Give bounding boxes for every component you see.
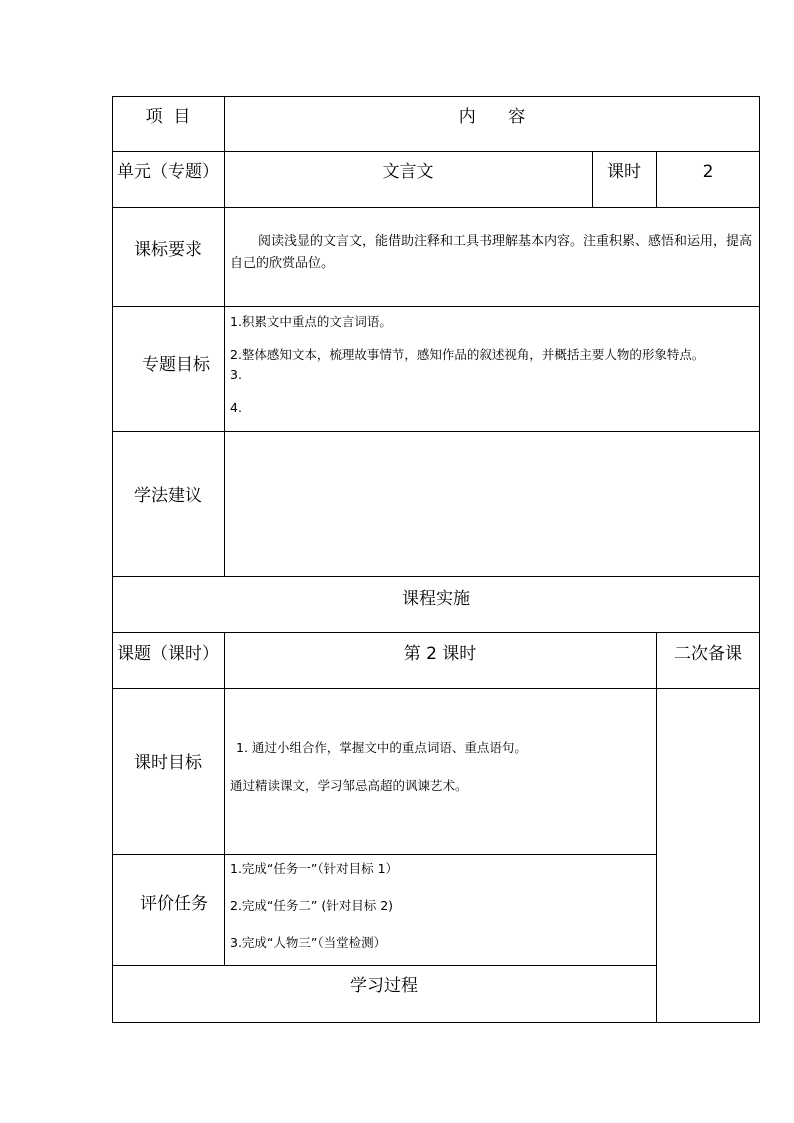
lesson-goals-label: 课时目标 [134, 753, 202, 773]
lesson-value: 第 2 课时 [403, 644, 477, 664]
unit-label: 单元（专题） [117, 162, 219, 182]
evaluation-item: 2.完成“任务二” (针对目标 2) [230, 898, 394, 913]
method-label: 学法建议 [134, 486, 202, 506]
standard-text: 阅读浅显的文言文，能借助注释和工具书理解基本内容。注重积累、感悟和运用，提高自己的欣赏品位。 [230, 234, 753, 271]
process-title: 学习过程 [350, 976, 418, 996]
hours-value: 2 [702, 162, 714, 182]
hours-label: 课时 [607, 162, 641, 182]
topic-goal-item: 2.整体感知文本，梳理故事情节，感知作品的叙述视角，并概括主要人物的形象特点。 [230, 347, 705, 362]
evaluation-item: 3.完成“人物三”（当堂检测） [230, 935, 387, 950]
topic-goal-item: 4. [230, 400, 242, 415]
header-item-label: 项 目 [145, 107, 191, 127]
table-border-bottom [112, 1022, 760, 1023]
header-content-label: 内 容 [458, 107, 526, 127]
column-divider [656, 632, 657, 1023]
unit-value: 文言文 [382, 162, 434, 182]
lesson-goal-item: 1. 通过小组合作，掌握文中的重点词语、重点语句。 [236, 740, 527, 755]
topic-goals-label: 专题目标 [142, 355, 210, 375]
lesson-label: 课题（课时） [117, 644, 219, 664]
evaluation-item: 1.完成“任务一”（针对目标 1） [230, 861, 399, 876]
table-border-right [759, 96, 760, 1023]
lesson-goal-item: 通过精读课文，学习邹忌高超的讽谏艺术。 [230, 778, 468, 793]
topic-goal-item: 1.积累文中重点的文言词语。 [230, 314, 392, 329]
topic-goal-item: 3. [230, 367, 242, 382]
row-divider [112, 306, 760, 307]
second-prep-label: 二次备课 [674, 644, 742, 664]
implementation-title: 课程实施 [402, 589, 470, 609]
standard-label: 课标要求 [134, 240, 202, 260]
evaluation-label: 评价任务 [140, 894, 208, 914]
lesson-plan-table [112, 96, 760, 1023]
